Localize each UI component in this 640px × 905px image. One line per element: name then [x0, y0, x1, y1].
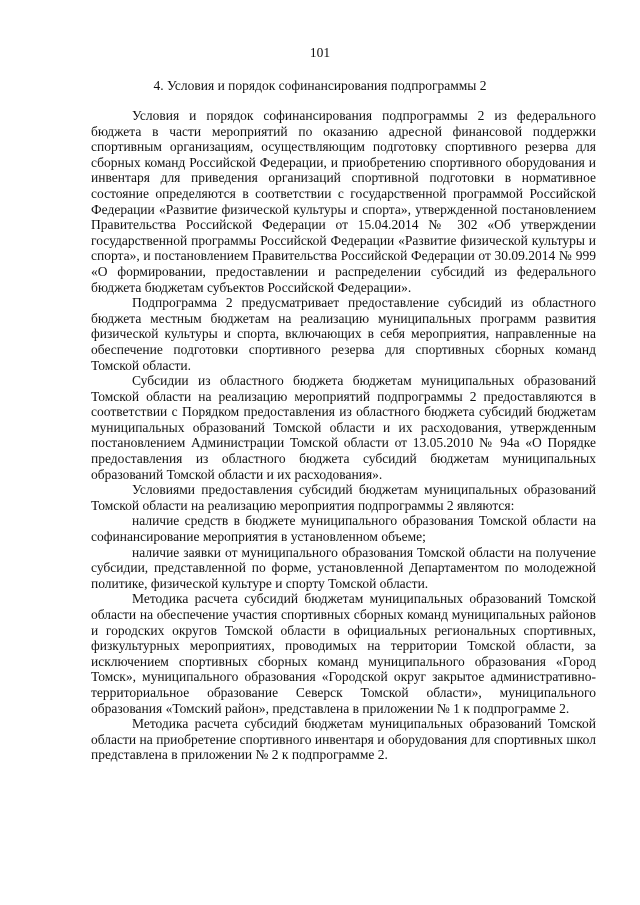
page-number: 101 — [309, 45, 331, 60]
section-title: 4. Условия и порядок софинансирования подпрограммы 2 — [153, 78, 487, 93]
paragraph-method-equipment: Методика расчета субсидий бюджетам муниципальных образований Томской области на приобретение спортивного инвентаря и оборудования для спортивных школ представлена в приложении № 2 к подпрограмме 2. — [91, 716, 596, 763]
paragraph-method-teams: Методика расчета субсидий бюджетам муниципальных образований Томской области на обеспечение участия спортивных сборных команд муниципальных районов и городских округов Томской области в официальных региональных спортивных, физкультурных мероприятиях, проводимых на территории Томской области, за исключением спортивных сборных команд муниципального образования «Город Томск», муниципального образования «Городской округ закрытое административно-территориальное образование Северск Томской области», муниципального образования «Томский район», представлена в приложении № 1 к подпрограмме 2. — [91, 591, 596, 716]
paragraph-condition-application: наличие заявки от муниципального образования Томской области на получение субсидии, представленной по форме, установленной Департаментом по молодежной политике, физической культуре и спорту Томской области. — [91, 544, 596, 591]
paragraph-cofinancing-federal: Условия и порядок софинансирования подпрограммы 2 из федерального бюджета в части мероприятий по оказанию адресной финансовой поддержки спортивным организациям, осуществляющим подготовку спортивного резерва для сборных команд Российской Федерации, и приобретению спортивного оборудования и инвентаря для приведения организаций спортивной подготовки в нормативное состояние определяются в соответствии с государственной программой Российской Федерации «Развитие физической культуры и спорта», утвержденной постановлением Правительства Российской Федерации от 15.04.2014 № 302 «Об утверждении государственной программы Российской Федерации «Развитие физической культуры и спорта», и постановлением Правительства Российской Федерации от 30.09.2014 № 999 «О формировании, предоставлении и распределении субсидий из федерального бюджета бюджетам субъектов Российской Федерации». — [91, 108, 596, 295]
paragraph-conditions-intro: Условиями предоставления субсидий бюджетам муниципальных образований Томской области на реализацию мероприятия подпрограммы 2 являются: — [91, 482, 596, 513]
paragraph-subsidy-procedure: Субсидии из областного бюджета бюджетам муниципальных образований Томской области на реализацию мероприятий подпрограммы 2 предоставляются в соответствии с Порядком предоставления из областного бюджета субсидий бюджетам муниципальных образований Томской области и их расходования, утвержденным постановлением Администрации Томской области от 13.05.2010 № 94а «О Порядке предоставления из областного бюджета субсидий бюджетам муниципальных образований Томской области и их расходования». — [91, 373, 596, 482]
paragraph-condition-funds: наличие средств в бюджете муниципального образования Томской области на софинансирование мероприятия в установленном объеме; — [91, 513, 596, 545]
body-text — [91, 108, 596, 763]
paragraph-subprogram-subsidies: Подпрограмма 2 предусматривает предоставление субсидий из областного бюджета местным бюджетам на реализацию муниципальных программ развития физической культуры и спорта, включающих в себя мероприятия, направленные на обеспечение подготовки спортивного резерва для спортивных сборных команд Томской области. — [91, 295, 596, 373]
